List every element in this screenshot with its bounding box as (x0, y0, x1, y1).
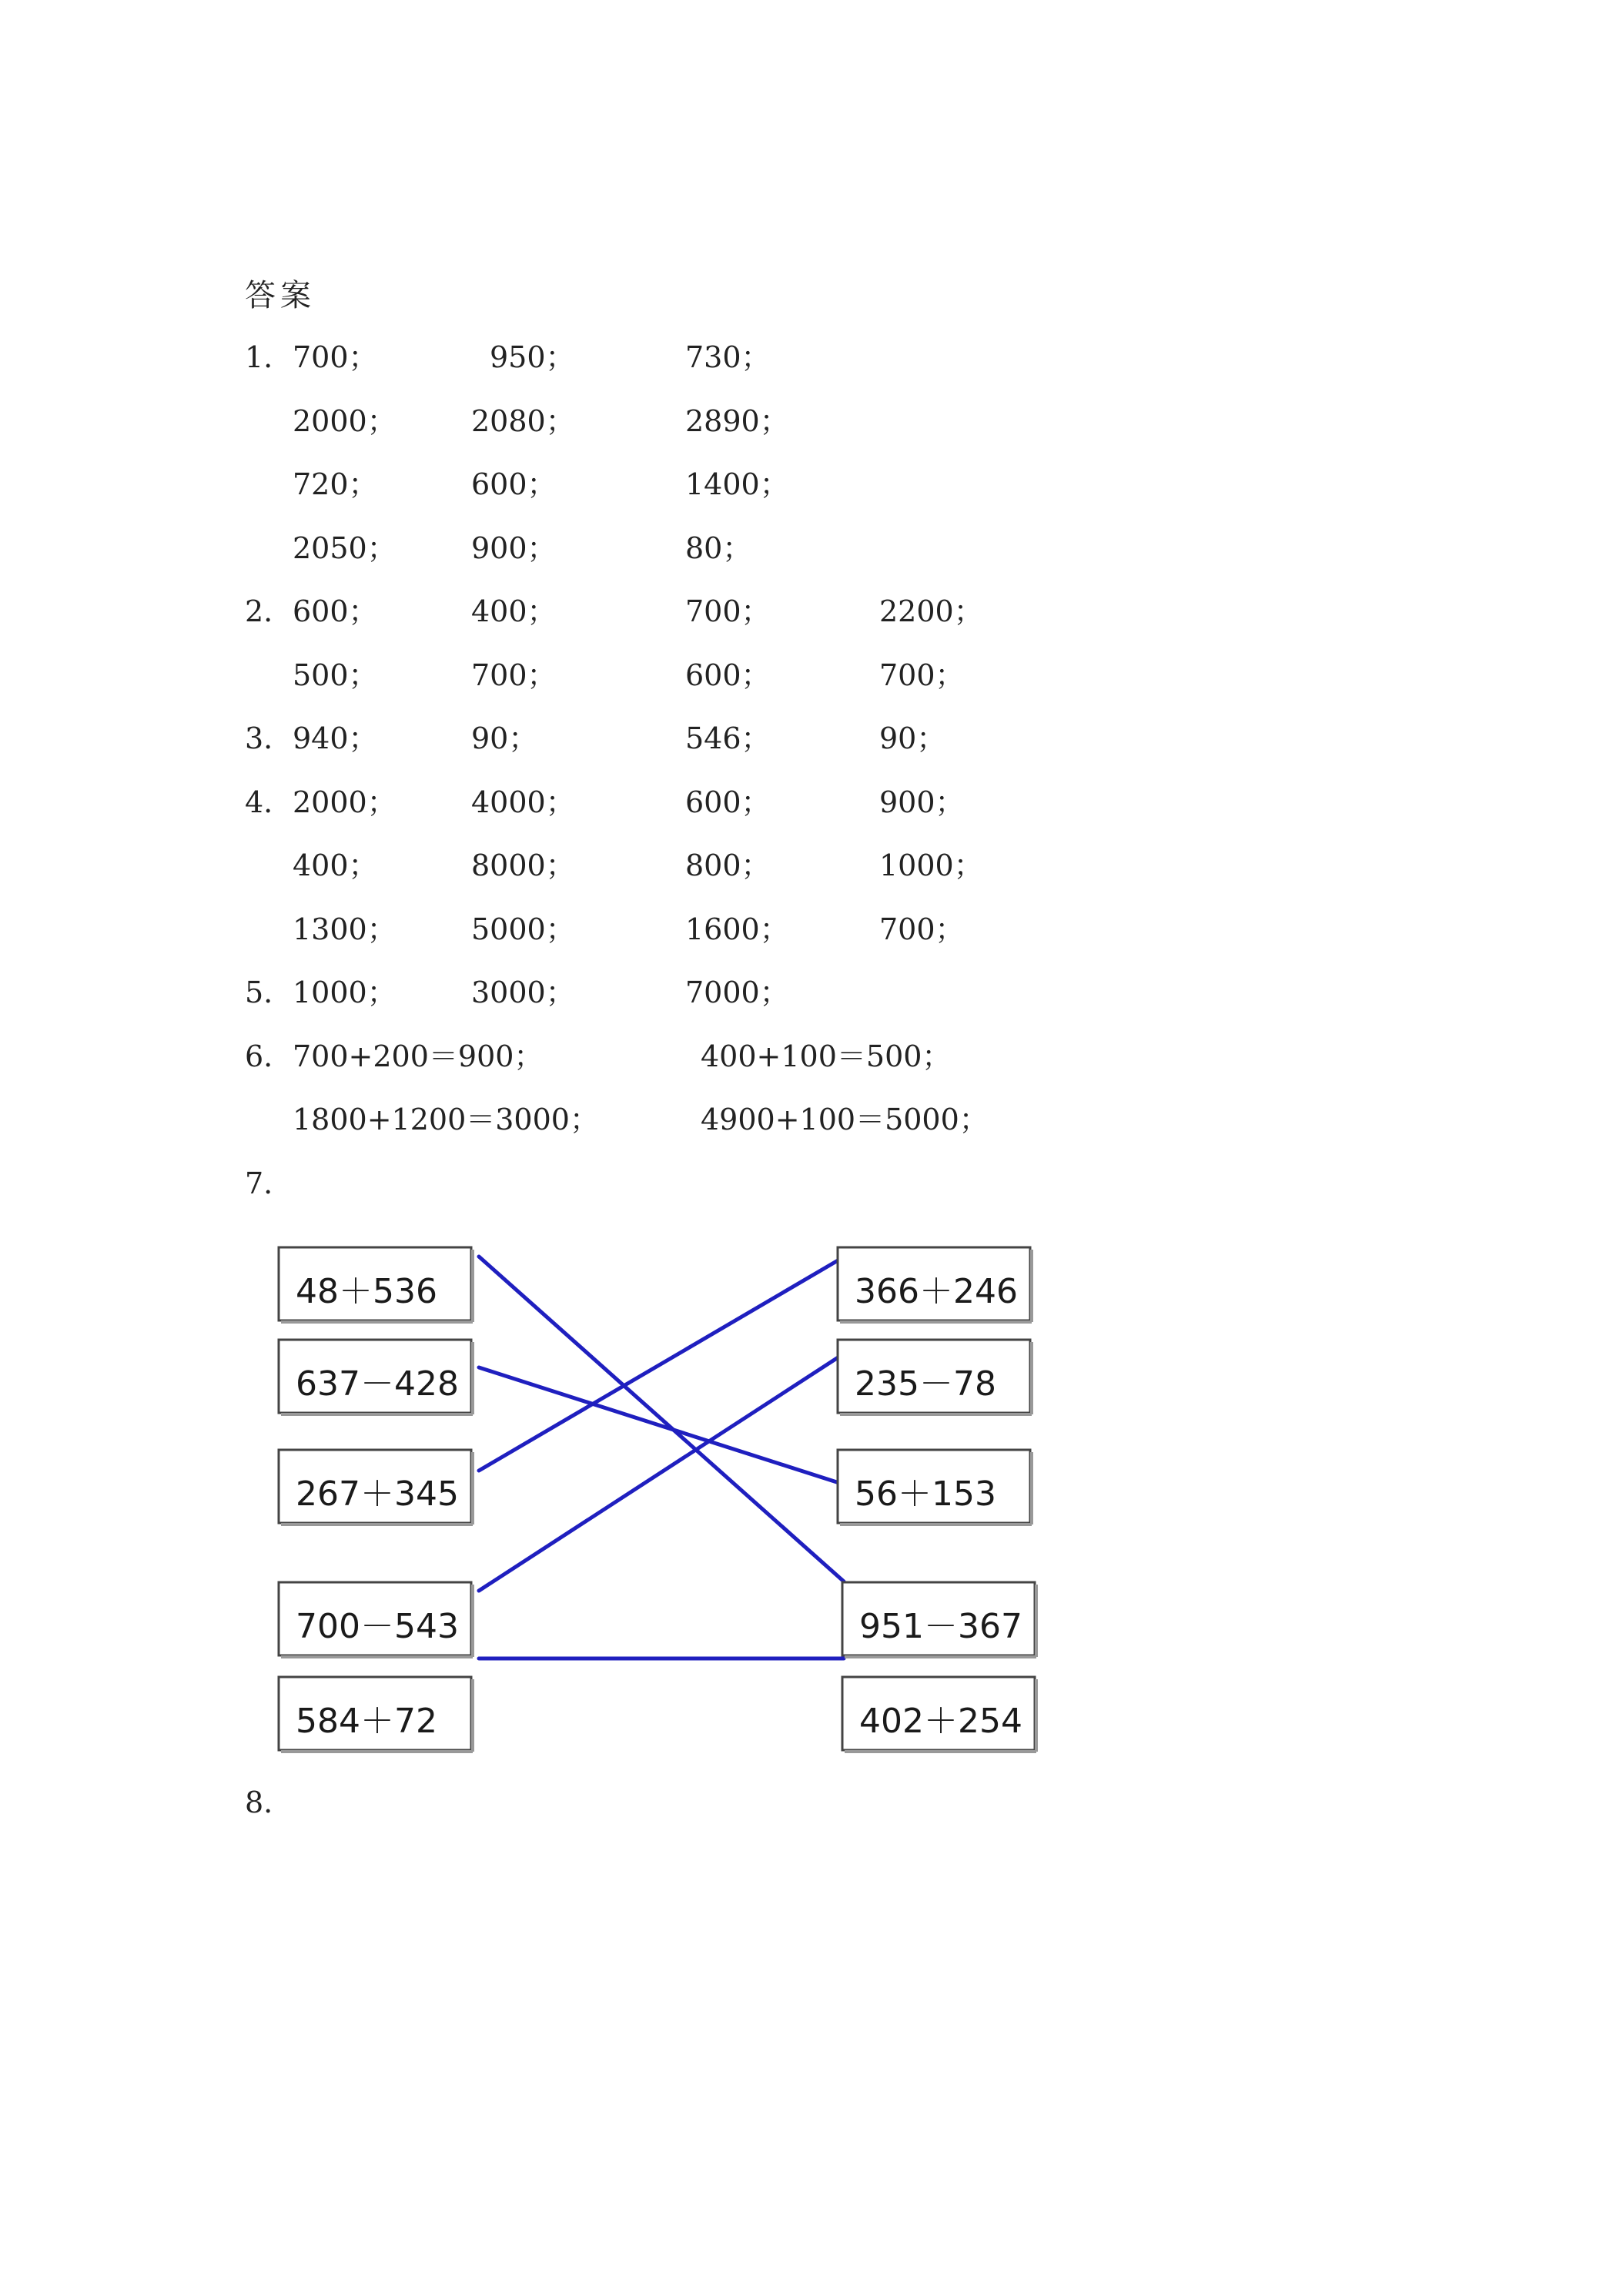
match-lines (479, 1257, 844, 1658)
right-expression-box (842, 1677, 1036, 1752)
q2-answer: 400； (471, 594, 557, 628)
q1-answer: 80； (685, 531, 752, 565)
q1-answer: 950； (490, 340, 575, 374)
q2-answer: 600； (293, 594, 378, 628)
q3-answer: 940； (293, 721, 378, 755)
q3-answer: 546； (685, 721, 771, 755)
left-expression-box (279, 1247, 473, 1322)
q4-answer: 8000； (471, 848, 575, 882)
q1-answer: 700； (293, 340, 378, 374)
q4-answer: 700； (879, 912, 965, 946)
right-expression-label: 402＋254 (859, 1702, 1022, 1741)
left-expression-box (279, 1582, 473, 1657)
q5-answer: 1000； (293, 976, 397, 1009)
left-expression-label: 267＋345 (296, 1474, 459, 1514)
left-expression-box (279, 1450, 473, 1525)
q4-number: 4. (245, 785, 273, 819)
q1-answer: 2050； (293, 531, 397, 565)
q2-answer: 700； (471, 658, 557, 692)
q4-answer: 5000； (471, 912, 575, 946)
right-expression-box (838, 1450, 1032, 1525)
q2-number: 2. (245, 594, 273, 628)
q1-answer: 600； (471, 467, 557, 501)
page-title: 答案 (245, 278, 316, 313)
right-expression-box (838, 1340, 1032, 1414)
q1-answer: 2000； (293, 404, 397, 438)
q7-matching-diagram (0, 1217, 1623, 1786)
match-line (479, 1357, 839, 1591)
q3-number: 3. (245, 721, 273, 755)
right-expression-label: 366＋246 (855, 1272, 1018, 1311)
q3-answer: 90； (471, 721, 538, 755)
right-expression-box (838, 1247, 1032, 1322)
q1-answer: 2080； (471, 404, 575, 438)
q2-answer: 700； (685, 594, 771, 628)
q2-answer: 2200； (879, 594, 983, 628)
q5-answer: 3000； (471, 976, 575, 1009)
q6-answer: 400+100＝500； (701, 1039, 952, 1073)
match-line (479, 1260, 839, 1471)
q4-answer: 800； (685, 848, 771, 882)
q4-answer: 900； (879, 785, 965, 819)
q1-answer: 1400； (685, 467, 789, 501)
q1-answer: 720； (293, 467, 378, 501)
right-expression-label: 951－367 (859, 1607, 1022, 1646)
right-expression-label: 235－78 (855, 1364, 996, 1404)
left-expression-label: 48＋536 (296, 1272, 437, 1311)
q1-number: 1. (245, 340, 273, 374)
left-expression-box (279, 1340, 473, 1414)
q2-answer: 700； (879, 658, 965, 692)
left-expression-label: 700－543 (296, 1607, 459, 1646)
q4-answer: 1300； (293, 912, 397, 946)
q4-answer: 400； (293, 848, 378, 882)
right-expression-box (842, 1582, 1036, 1657)
left-expression-label: 637－428 (296, 1364, 459, 1404)
q1-answer: 900； (471, 531, 557, 565)
q6-answer: 1800+1200＝3000； (293, 1103, 599, 1136)
right-expression-label: 56＋153 (855, 1474, 996, 1514)
q3-answer: 90； (879, 721, 946, 755)
q4-answer: 4000； (471, 785, 575, 819)
q6-answer: 700+200＝900； (293, 1039, 544, 1073)
q5-number: 5. (245, 976, 273, 1009)
left-expression-box (279, 1677, 473, 1752)
q6-answer: 4900+100＝5000； (701, 1103, 989, 1136)
q4-answer: 1000； (879, 848, 983, 882)
q2-answer: 500； (293, 658, 378, 692)
q4-answer: 1600； (685, 912, 789, 946)
q2-answer: 600； (685, 658, 771, 692)
q1-answer: 2890； (685, 404, 789, 438)
q6-number: 6. (245, 1039, 273, 1073)
q1-answer: 730； (685, 340, 771, 374)
q5-answer: 7000； (685, 976, 789, 1009)
left-expression-label: 584＋72 (296, 1702, 437, 1741)
match-line (479, 1257, 844, 1581)
q8-number: 8. (245, 1786, 273, 1819)
q7-number: 7. (245, 1166, 273, 1200)
match-line (479, 1367, 839, 1483)
q4-answer: 2000； (293, 785, 397, 819)
q4-answer: 600； (685, 785, 771, 819)
